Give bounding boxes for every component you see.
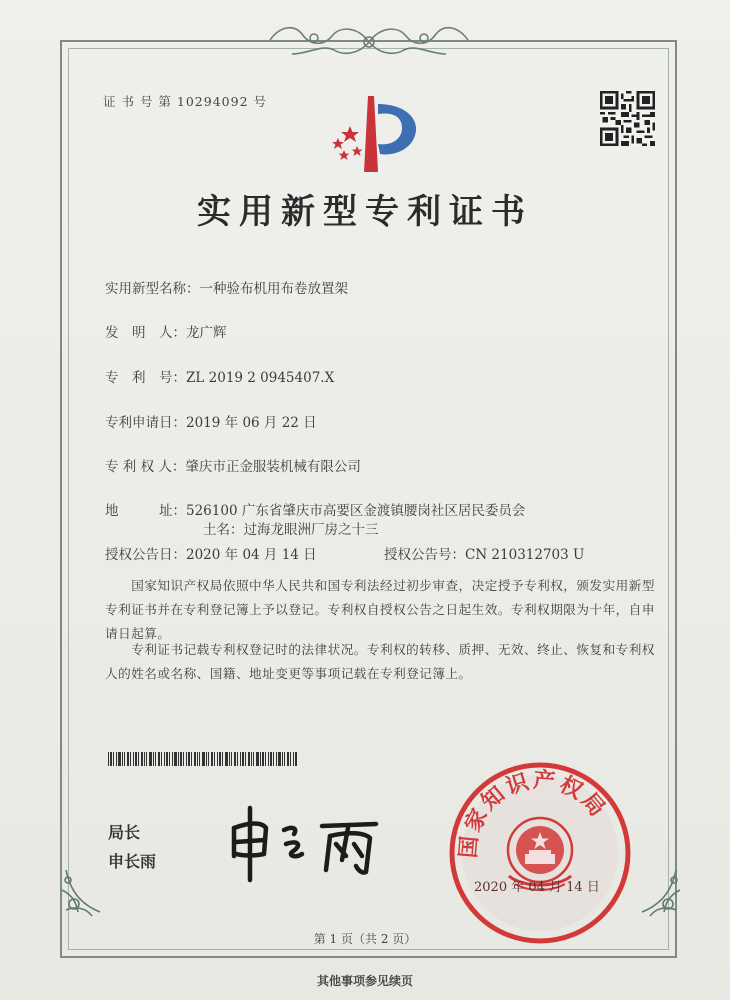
- patent-number-row: [105, 366, 334, 386]
- top-ornament-icon: [262, 20, 476, 64]
- grant-announcement-number-row: [384, 543, 584, 563]
- patentee-value: 肇庆市正金服装机械有限公司: [185, 459, 361, 475]
- utility-model-name-row: [105, 277, 348, 297]
- director-signature: [226, 800, 396, 885]
- patent-number-value: ZL 2019 2 0945407.X: [186, 370, 335, 386]
- certificate-number: 证 书 号 第 10294092 号: [103, 94, 267, 109]
- director-title: 局长: [108, 823, 141, 842]
- barcode-icon: [108, 752, 298, 766]
- cnipa-logo-icon: [318, 92, 430, 174]
- patentee-row: [105, 455, 361, 475]
- address-value-line2: 土名：过海龙眼洲厂房之十三: [203, 522, 379, 538]
- utility-model-name-value: 一种验布机用布卷放置架: [199, 281, 348, 297]
- address-row: [105, 499, 525, 519]
- patentee-label: 专 利 权 人：: [105, 459, 186, 475]
- grant-announcement-date-label: 授权公告日：: [105, 547, 186, 563]
- certificate-title: 实用新型专利证书: [197, 192, 533, 232]
- address-label: 地 址：: [105, 503, 186, 519]
- application-date-label: 专利申请日：: [105, 415, 186, 431]
- inventor-row: [105, 321, 227, 341]
- address-value-line1: 526100 广东省肇庆市高要区金渡镇腰岗社区居民委员会: [186, 503, 526, 519]
- application-date-row: [105, 411, 317, 431]
- inventor-value: 龙广辉: [186, 325, 227, 341]
- utility-model-name-label: 实用新型名称：: [105, 281, 200, 297]
- seal-text: 国家知识产权局: [456, 767, 612, 860]
- qr-code-icon: [600, 91, 655, 146]
- patent-number-label: 专 利 号：: [105, 370, 186, 386]
- grant-announcement-number-label: 授权公告号：: [384, 547, 465, 563]
- grant-announcement-date-row: [105, 543, 317, 563]
- statement-paragraph: 国家知识产权局依照中华人民共和国专利法经过初步审查，决定授予专利权，颁发实用新型专利证书并在专利登记簿上予以登记。专利权自授权公告之日起生效。专利权期限为十年，自申请日起算。: [105, 578, 655, 641]
- statement-paragraph: 专利证书记载专利权登记时的法律状况。专利权的转移、质押、无效、终止、恢复和专利权人的姓名或名称、国籍、地址变更等事项记载在专利登记簿上。: [105, 642, 655, 681]
- grant-announcement-date-value: 2020 年 04 月 14 日: [186, 547, 317, 563]
- seal-date: 2020 年 04 月 14 日: [474, 880, 600, 895]
- inventor-label: 发 明 人：: [105, 325, 186, 341]
- application-date-value: 2019 年 06 月 22 日: [186, 415, 317, 431]
- official-seal: [445, 758, 635, 948]
- footer-note: 其他事项参见续页: [316, 974, 413, 988]
- grant-announcement-number-value: CN 210312703 U: [465, 547, 585, 563]
- page-number: 第 1 页（共 2 页）: [313, 932, 417, 946]
- director-name: 申长雨: [108, 852, 157, 871]
